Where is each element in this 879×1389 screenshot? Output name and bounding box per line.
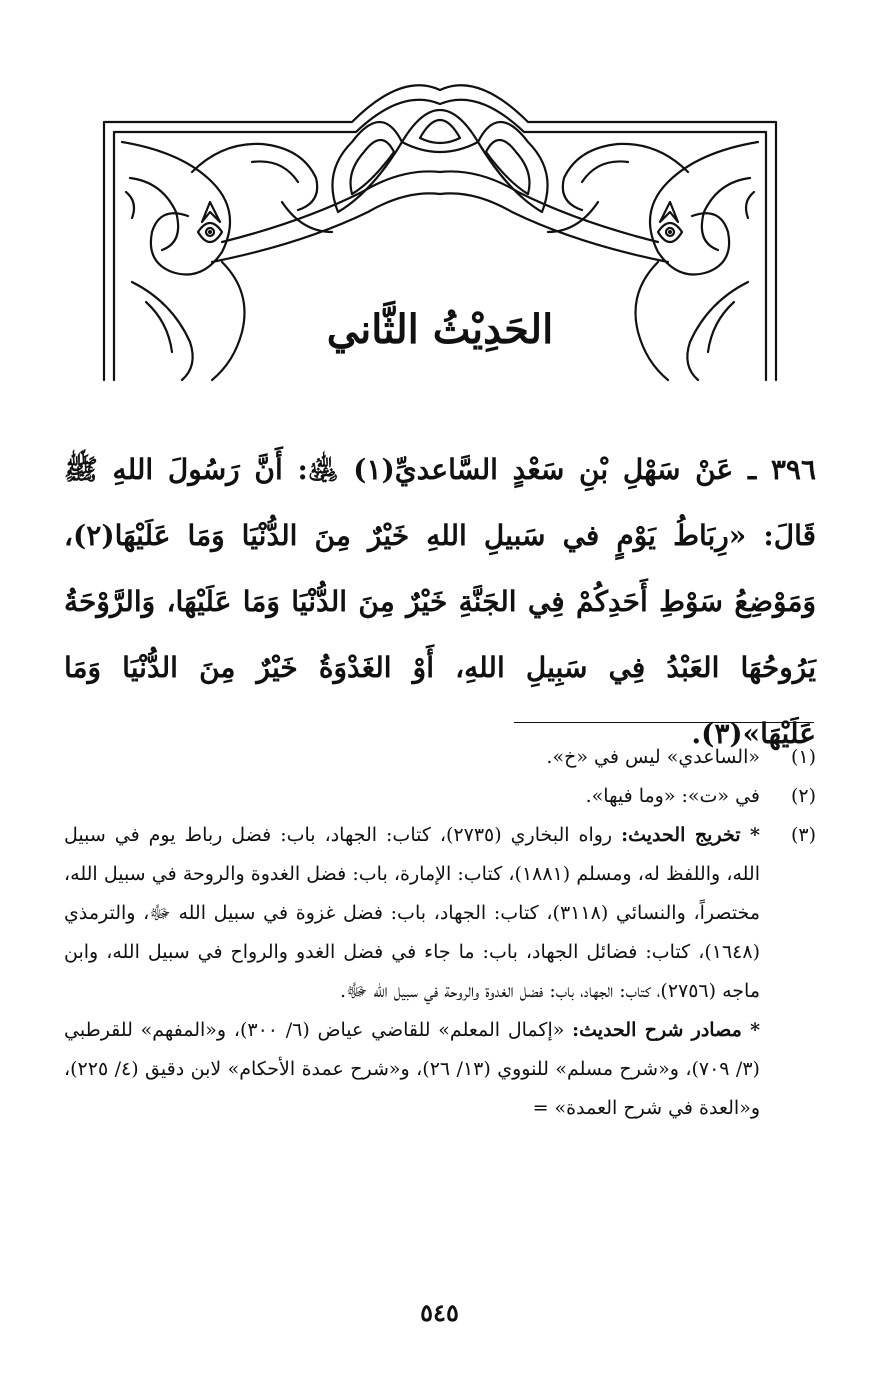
footnote-number: (١): [790, 746, 816, 768]
footnote-3: [64, 816, 816, 1128]
sources-label: * مصادر شرح الحديث:: [572, 1019, 761, 1041]
sources-text: «إكمال المعلم» للقاضي عياض (٦/ ٣٠٠)، و«المفهم» للقرطبي (٣/ ٧٠٩)، و«شرح مسلم» للنووي (١٣/ ٢٦)، و«شرح عمدة الأحكام» لابن دقيق (٤/ ٢٢٥)، و«العدة في شرح العمدة» =: [64, 1019, 760, 1119]
footnote-text: في «ت»: «وما فيها».: [585, 785, 760, 807]
footnote-2: [64, 777, 816, 816]
footnote-separator: [514, 722, 814, 723]
takhrij-paragraph: [64, 816, 760, 1011]
footnote-number: (٣): [790, 824, 816, 846]
footnote-text: «الساعدي» ليس في «خ».: [546, 746, 760, 768]
footnote-text: [64, 816, 760, 1128]
page-number: ٥٤٥: [420, 1298, 459, 1327]
hadith-text-block: [64, 437, 816, 767]
footnote-number: (٢): [790, 785, 816, 807]
takhrij-text: رواه البخاري (٢٧٣٥)، كتاب: الجهاد، باب: فضل رباط يوم في سبيل الله، واللفظ له، ومسلم (١٨٨١)، كتاب: الإمارة، باب: فضل الغدوة والروحة في سبيل الله، مختصراً، والنسائي (٣١١٨)، كتاب: الجهاد، باب: فضل غزوة في سبيل الله ﷻ، والترمذي (١٦٤٨)، كتاب: فضائل الجهاد، باب: ما جاء في فضل الغدو والرواح في سبيل الله، وابن ماجه (٢٧٥٦)، كتاب: الجهاد، باب: فضل الغدوة والروحة في سبيل الله ﷻ.: [64, 824, 760, 1002]
hadith-paragraph: ٣٩٦ ـ عَنْ سَهْلِ بْنِ سَعْدٍ السَّاعديِّ(١) ﵁: أَنَّ رَسُولَ اللهِ ﷺ قَالَ: «رِبَاطُ يَوْمٍ في سَبيلِ اللهِ خَيْرٌ مِنَ الدُّنْيَا وَمَا عَلَيْهَا(٢)، وَمَوْضِعُ سَوْطِ أَحَدِكُمْ فِي الجَنَّةِ خَيْرٌ مِنَ الدُّنْيَا وَمَا عَلَيْهَا، وَالرَّوْحَةُ يَرُوحُهَا العَبْدُ فِي سَبِيلِ اللهِ، أَوْ الغَدْوَةُ خَيْرٌ مِنَ الدُّنْيَا وَمَا عَلَيْهَا»(٣).: [64, 453, 817, 750]
sources-paragraph: [64, 1011, 760, 1128]
footnotes: [64, 738, 816, 1128]
takhrij-label: * تخريج الحديث:: [621, 824, 760, 846]
chapter-title: الحَدِيْثُ الثَّاني: [326, 306, 554, 353]
footnote-1: [64, 738, 816, 777]
